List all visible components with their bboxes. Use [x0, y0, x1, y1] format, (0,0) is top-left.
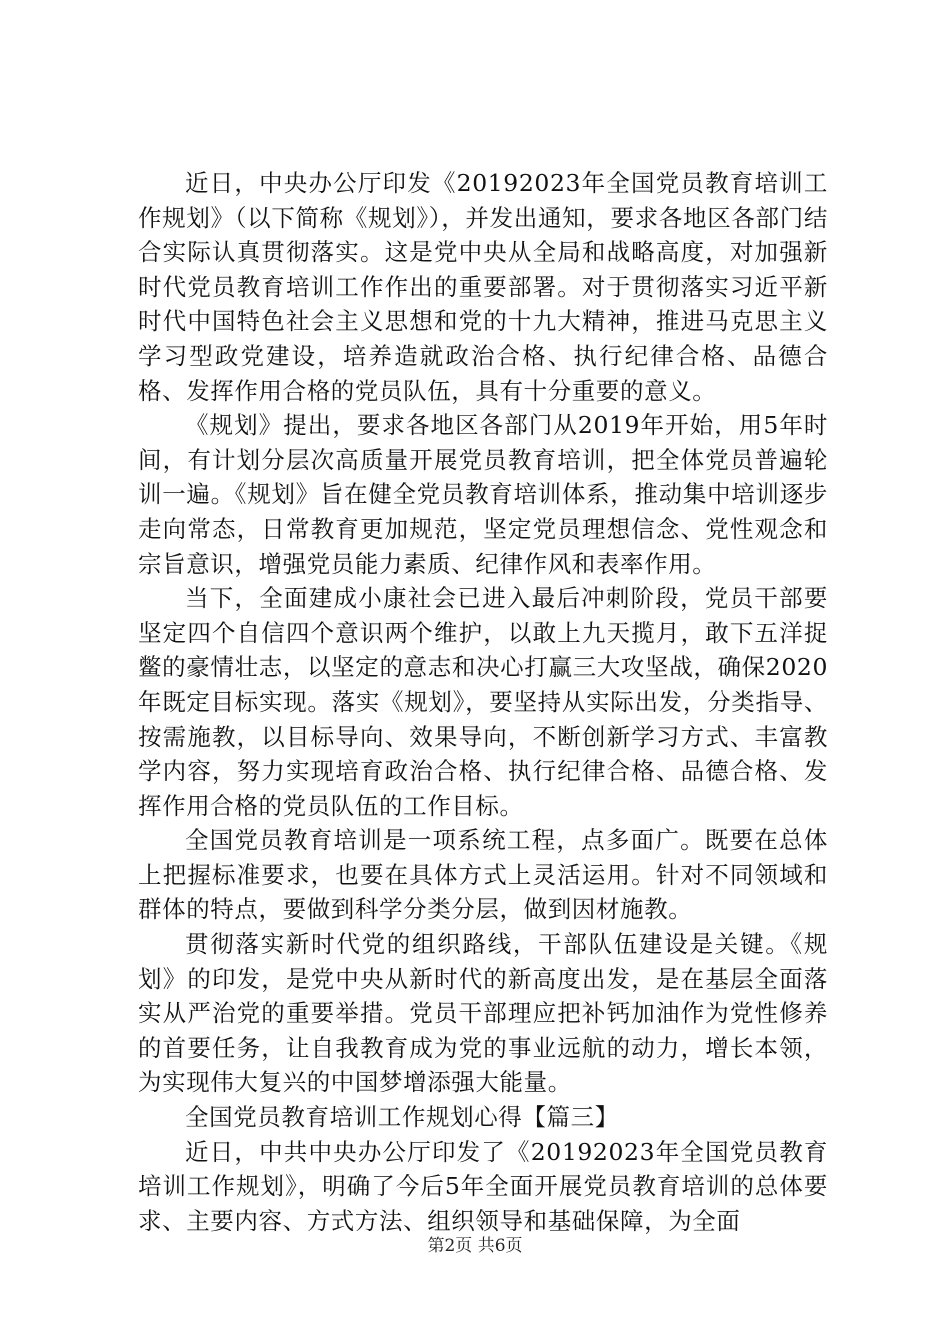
paragraph-3: 当下，全面建成小康社会已进入最后冲刺阶段，党员干部要坚定四个自信四个意识两个维护，以敢上九天揽月，敢下五洋捉鳖的豪情壮志，以坚定的意志和决心打赢三大攻坚战，确保2020年既定目标实现。落实《规划》，要坚持从实际出发，分类指导、按需施教，以目标导向、效果导向，不断创新学习方式、丰富教学内容，努力实现培育政治合格、执行纪律合格、品德合格、发挥作用合格的党员队伍的工作目标。: [138, 584, 828, 820]
paragraph-1: 近日，中央办公厅印发《20192023年全国党员教育培训工作规划》（以下简称《规划》），并发出通知，要求各地区各部门结合实际认真贯彻落实。这是党中央从全局和战略高度，对加强新时代党员教育培训工作作出的重要部署。对于贯彻落实习近平新时代中国特色社会主义思想和党的十九大精神，推进马克思主义学习型政党建设，培养造就政治合格、执行纪律合格、品德合格、发挥作用合格的党员队伍，具有十分重要的意义。: [138, 169, 828, 405]
page-number-footer: 第2页 共6页: [427, 1236, 523, 1256]
paragraph-4: 全国党员教育培训是一项系统工程，点多面广。既要在总体上把握标准要求，也要在具体方式上灵活运用。针对不同领域和群体的特点，要做到科学分类分层，做到因材施教。: [138, 826, 828, 924]
paragraph-5: 贯彻落实新时代党的组织路线，干部队伍建设是关键。《规划》的印发，是党中央从新时代的新高度出发，是在基层全面落实从严治党的重要举措。党员干部理应把补钙加油作为党性修养的首要任务，让自我教育成为党的事业远航的动力，增长本领，为实现伟大复兴的中国梦增添强大能量。: [138, 930, 828, 1097]
paragraph-6: 近日，中共中央办公厅印发了《20192023年全国党员教育培训工作规划》，明确了今后5年全面开展党员教育培训的总体要求、主要内容、方式方法、组织领导和基础保障，为全面: [138, 1137, 828, 1235]
section-heading: 全国党员教育培训工作规划心得【篇三】: [185, 1103, 619, 1132]
paragraph-2: 《规划》提出，要求各地区各部门从2019年开始，用5年时间，有计划分层次高质量开展党员教育培训，把全体党员普遍轮训一遍。《规划》旨在健全党员教育培训体系，推动集中培训逐步走向常态，日常教育更加规范，坚定党员理想信念、党性观念和宗旨意识，增强党员能力素质、纪律作风和表率作用。: [138, 411, 828, 578]
document-body: [138, 166, 828, 1238]
